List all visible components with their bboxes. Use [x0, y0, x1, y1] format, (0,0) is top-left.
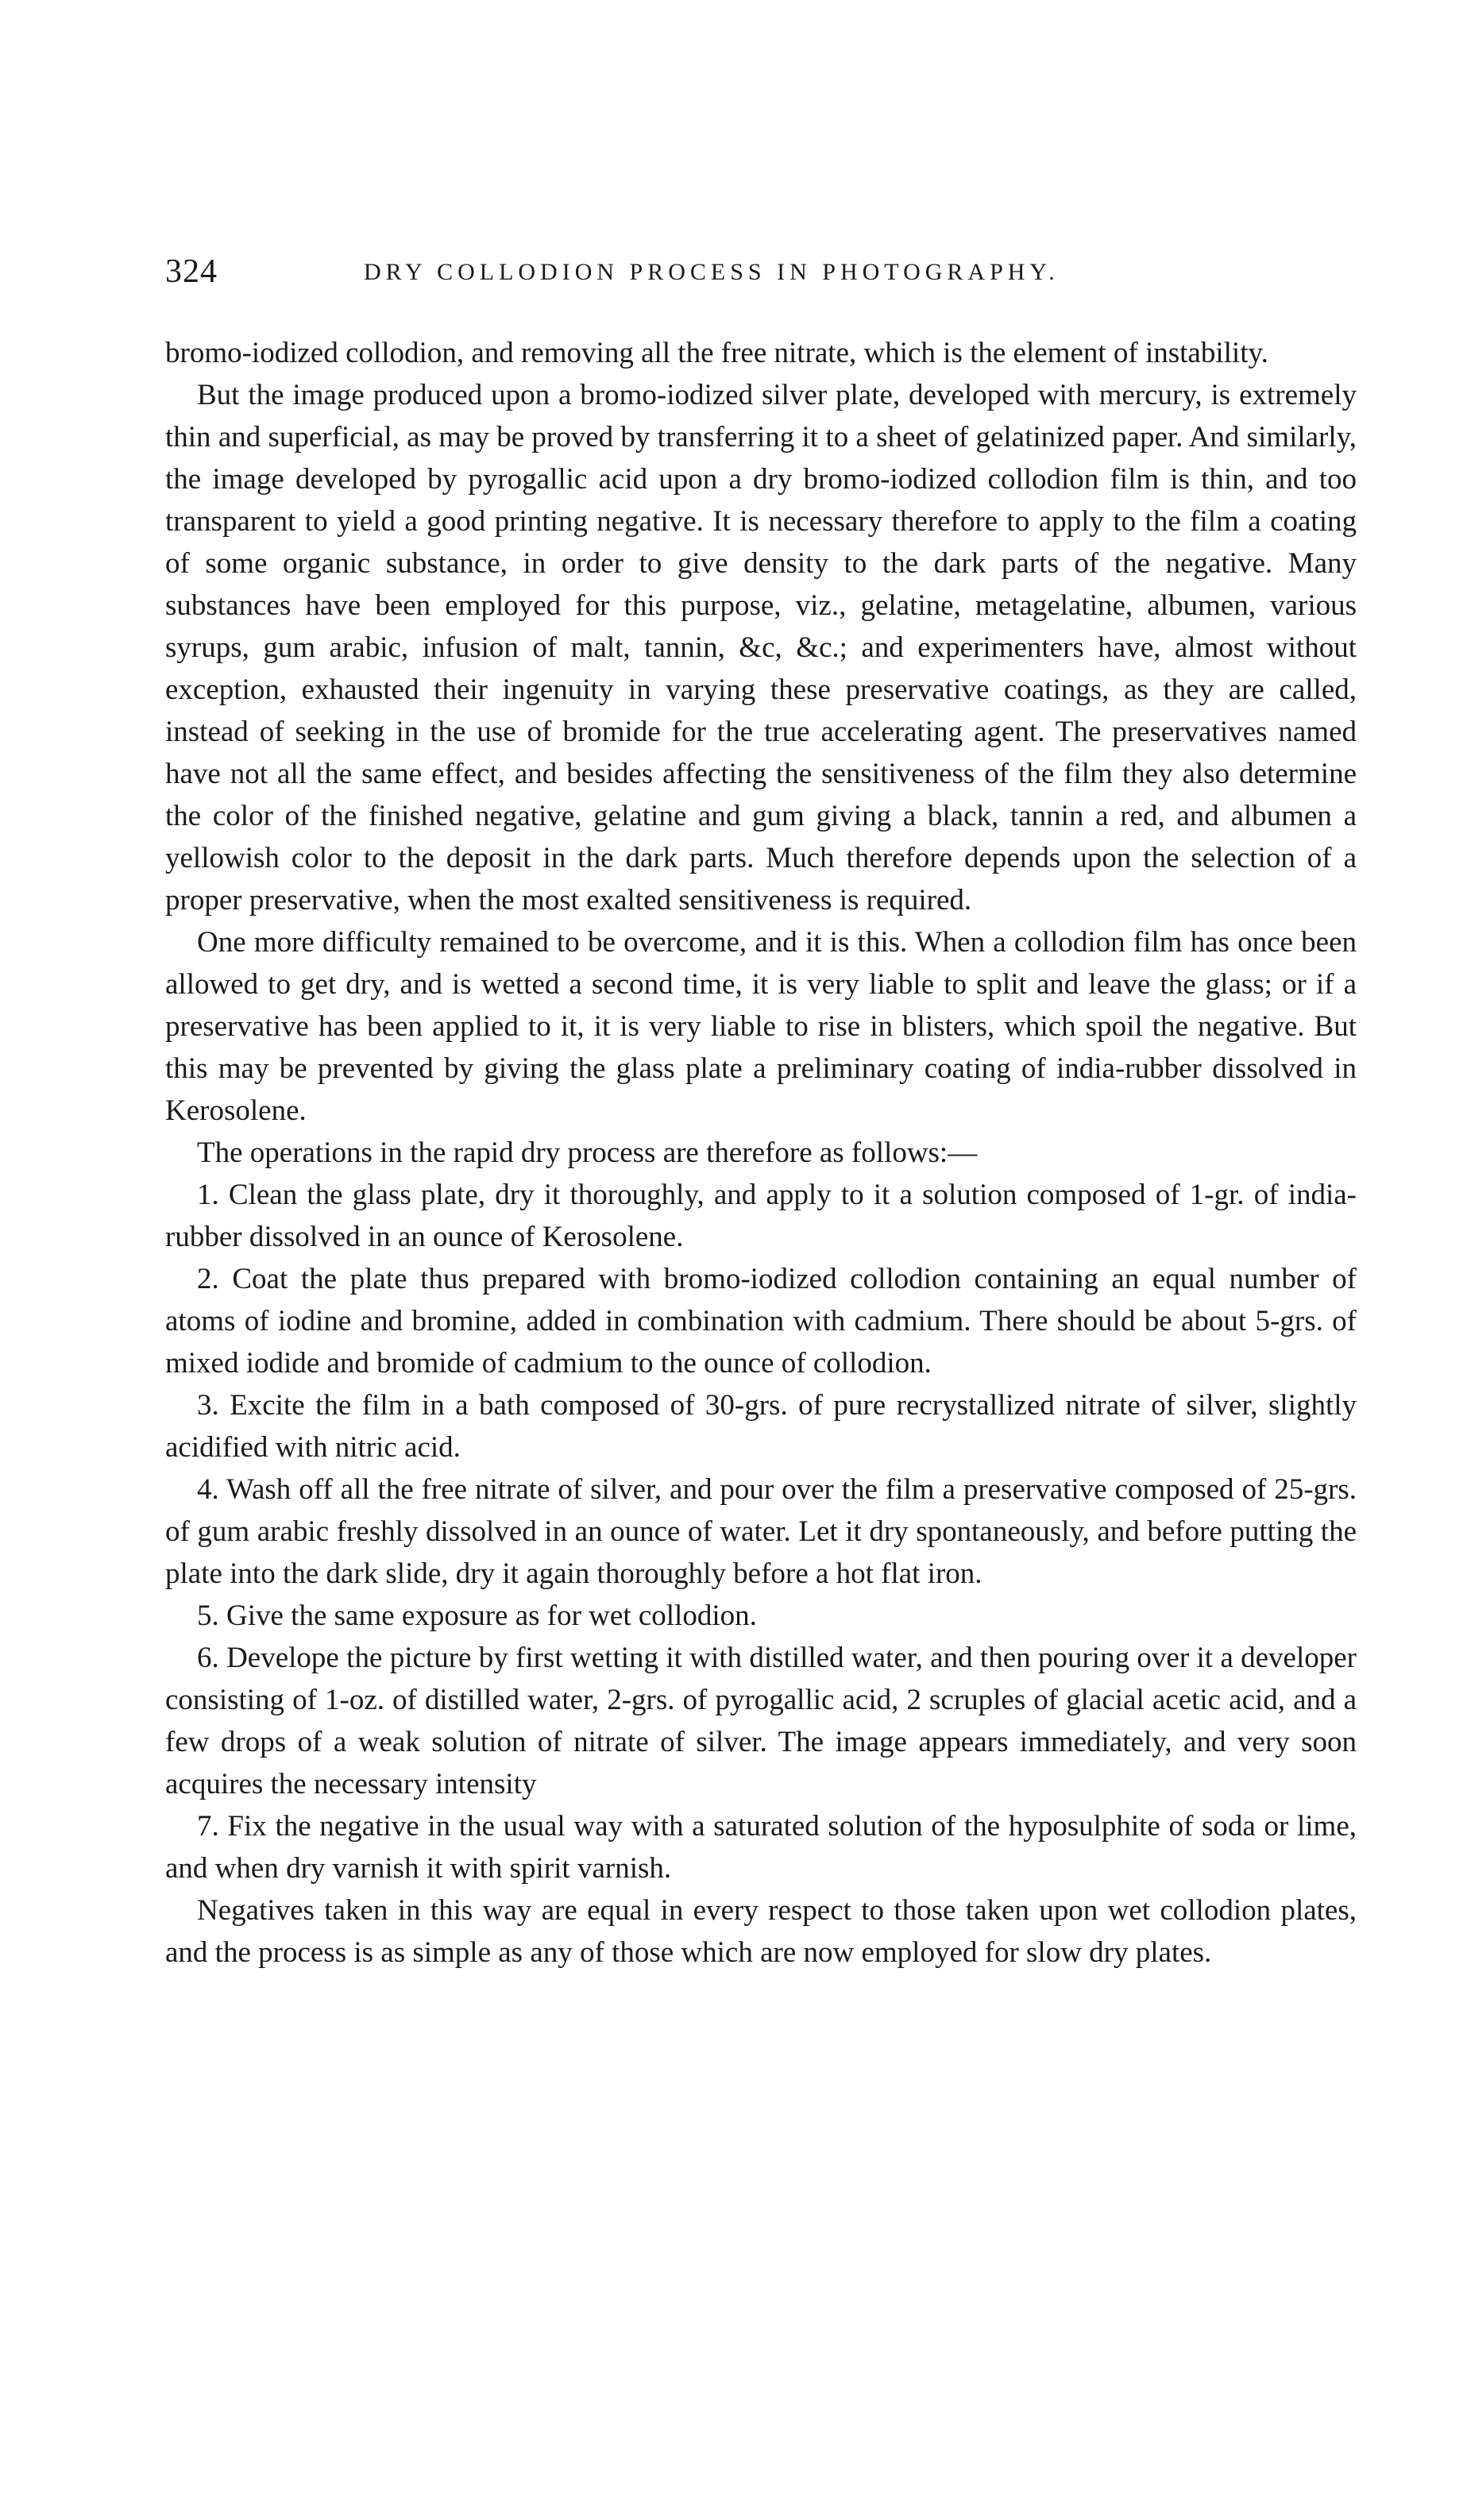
- step-5: 5. Give the same exposure as for wet collodion.: [197, 1600, 757, 1632]
- step-6: 6. Develope the picture by first wetting it with distilled water, and then pouring over it a developer consisting of 1-oz. of distilled water, 2-grs. of pyrogallic acid, 2 scruples of glacial acetic acid, and a few drops of a weak solution of nitrate of silver. The image appears immediately, and very soon acquires the necessary intensity: [165, 1642, 1357, 1800]
- paragraph-continuation: bromo-iodized collodion, and removing all the free nitrate, which is the element of instability.: [165, 337, 1268, 369]
- book-page: [165, 253, 1357, 1974]
- step-7: 7. Fix the negative in the usual way with a saturated solution of the hyposulphite of soda or lime, and when dry varnish it with spirit varnish.: [165, 1810, 1357, 1885]
- paragraph-conclusion: Negatives taken in this way are equal in every respect to those taken upon wet collodion plates, and the process is as simple as any of those which are now employed for slow dry plates.: [165, 1894, 1357, 1969]
- paragraph-preservatives: But the image produced upon a bromo-iodized silver plate, developed with mercury, is extremely thin and superficial, as may be proved by transferring it to a sheet of gelatinized paper. And similarly, the image developed by pyrogallic acid upon a dry bromo-iodized collodion film is thin, and too transparent to yield a good printing negative. It is necessary therefore to apply to the film a coating of some organic substance, in order to give density to the dark parts of the negative. Many substances have been employed for this purpose, viz., gelatine, metagelatine, albumen, various syrups, gum arabic, infusion of malt, tannin, &c, &c.; and experimenters have, almost without exception, exhausted their ingenuity in varying these preservative coatings, as they are called, instead of seeking in the use of bromide for the true accelerating agent. The preservatives named have not all the same effect, and besides affecting the sensitiveness of the film they also determine the color of the finished negative, gelatine and gum giving a black, tannin a red, and albumen a yellowish color to the deposit in the dark parts. Much therefore depends upon the selection of a proper preservative, when the most exalted sensitiveness is required.: [165, 379, 1357, 917]
- paragraph-operations-intro: The operations in the rapid dry process are therefore as follows:—: [197, 1137, 978, 1169]
- step-1: 1. Clean the glass plate, dry it thoroughly, and apply to it a solution composed of 1-gr. of india-rubber dissolved in an ounce of Kerosolene.: [165, 1179, 1357, 1253]
- page-header: [165, 253, 1357, 300]
- running-head: DRY COLLODION PROCESS IN PHOTOGRAPHY.: [364, 259, 1060, 285]
- step-3: 3. Excite the film in a bath composed of 30-grs. of pure recrystallized nitrate of silver, slightly acidified with nitric acid.: [165, 1389, 1357, 1464]
- step-4: 4. Wash off all the free nitrate of silver, and pour over the film a preservative composed of 25-grs. of gum arabic freshly dissolved in an ounce of water. Let it dry spontaneously, and before putting the plate into the dark slide, dry it again thoroughly before a hot flat iron.: [165, 1473, 1357, 1590]
- page-number: 324: [165, 253, 218, 290]
- step-2: 2. Coat the plate thus prepared with bromo-iodized collodion containing an equal number of atoms of iodine and bromine, added in combination with cadmium. There should be about 5-grs. of mixed iodide and bromide of cadmium to the ounce of collodion.: [165, 1263, 1357, 1380]
- paragraph-difficulty: One more difficulty remained to be overcome, and it is this. When a collodion film has once been allowed to get dry, and is wetted a second time, it is very liable to split and leave the glass; or if a preservative has been applied to it, it is very liable to rise in blisters, which spoil the negative. But this may be prevented by giving the glass plate a preliminary coating of india-rubber dissolved in Kerosolene.: [165, 926, 1357, 1127]
- body-text: [165, 332, 1357, 1974]
